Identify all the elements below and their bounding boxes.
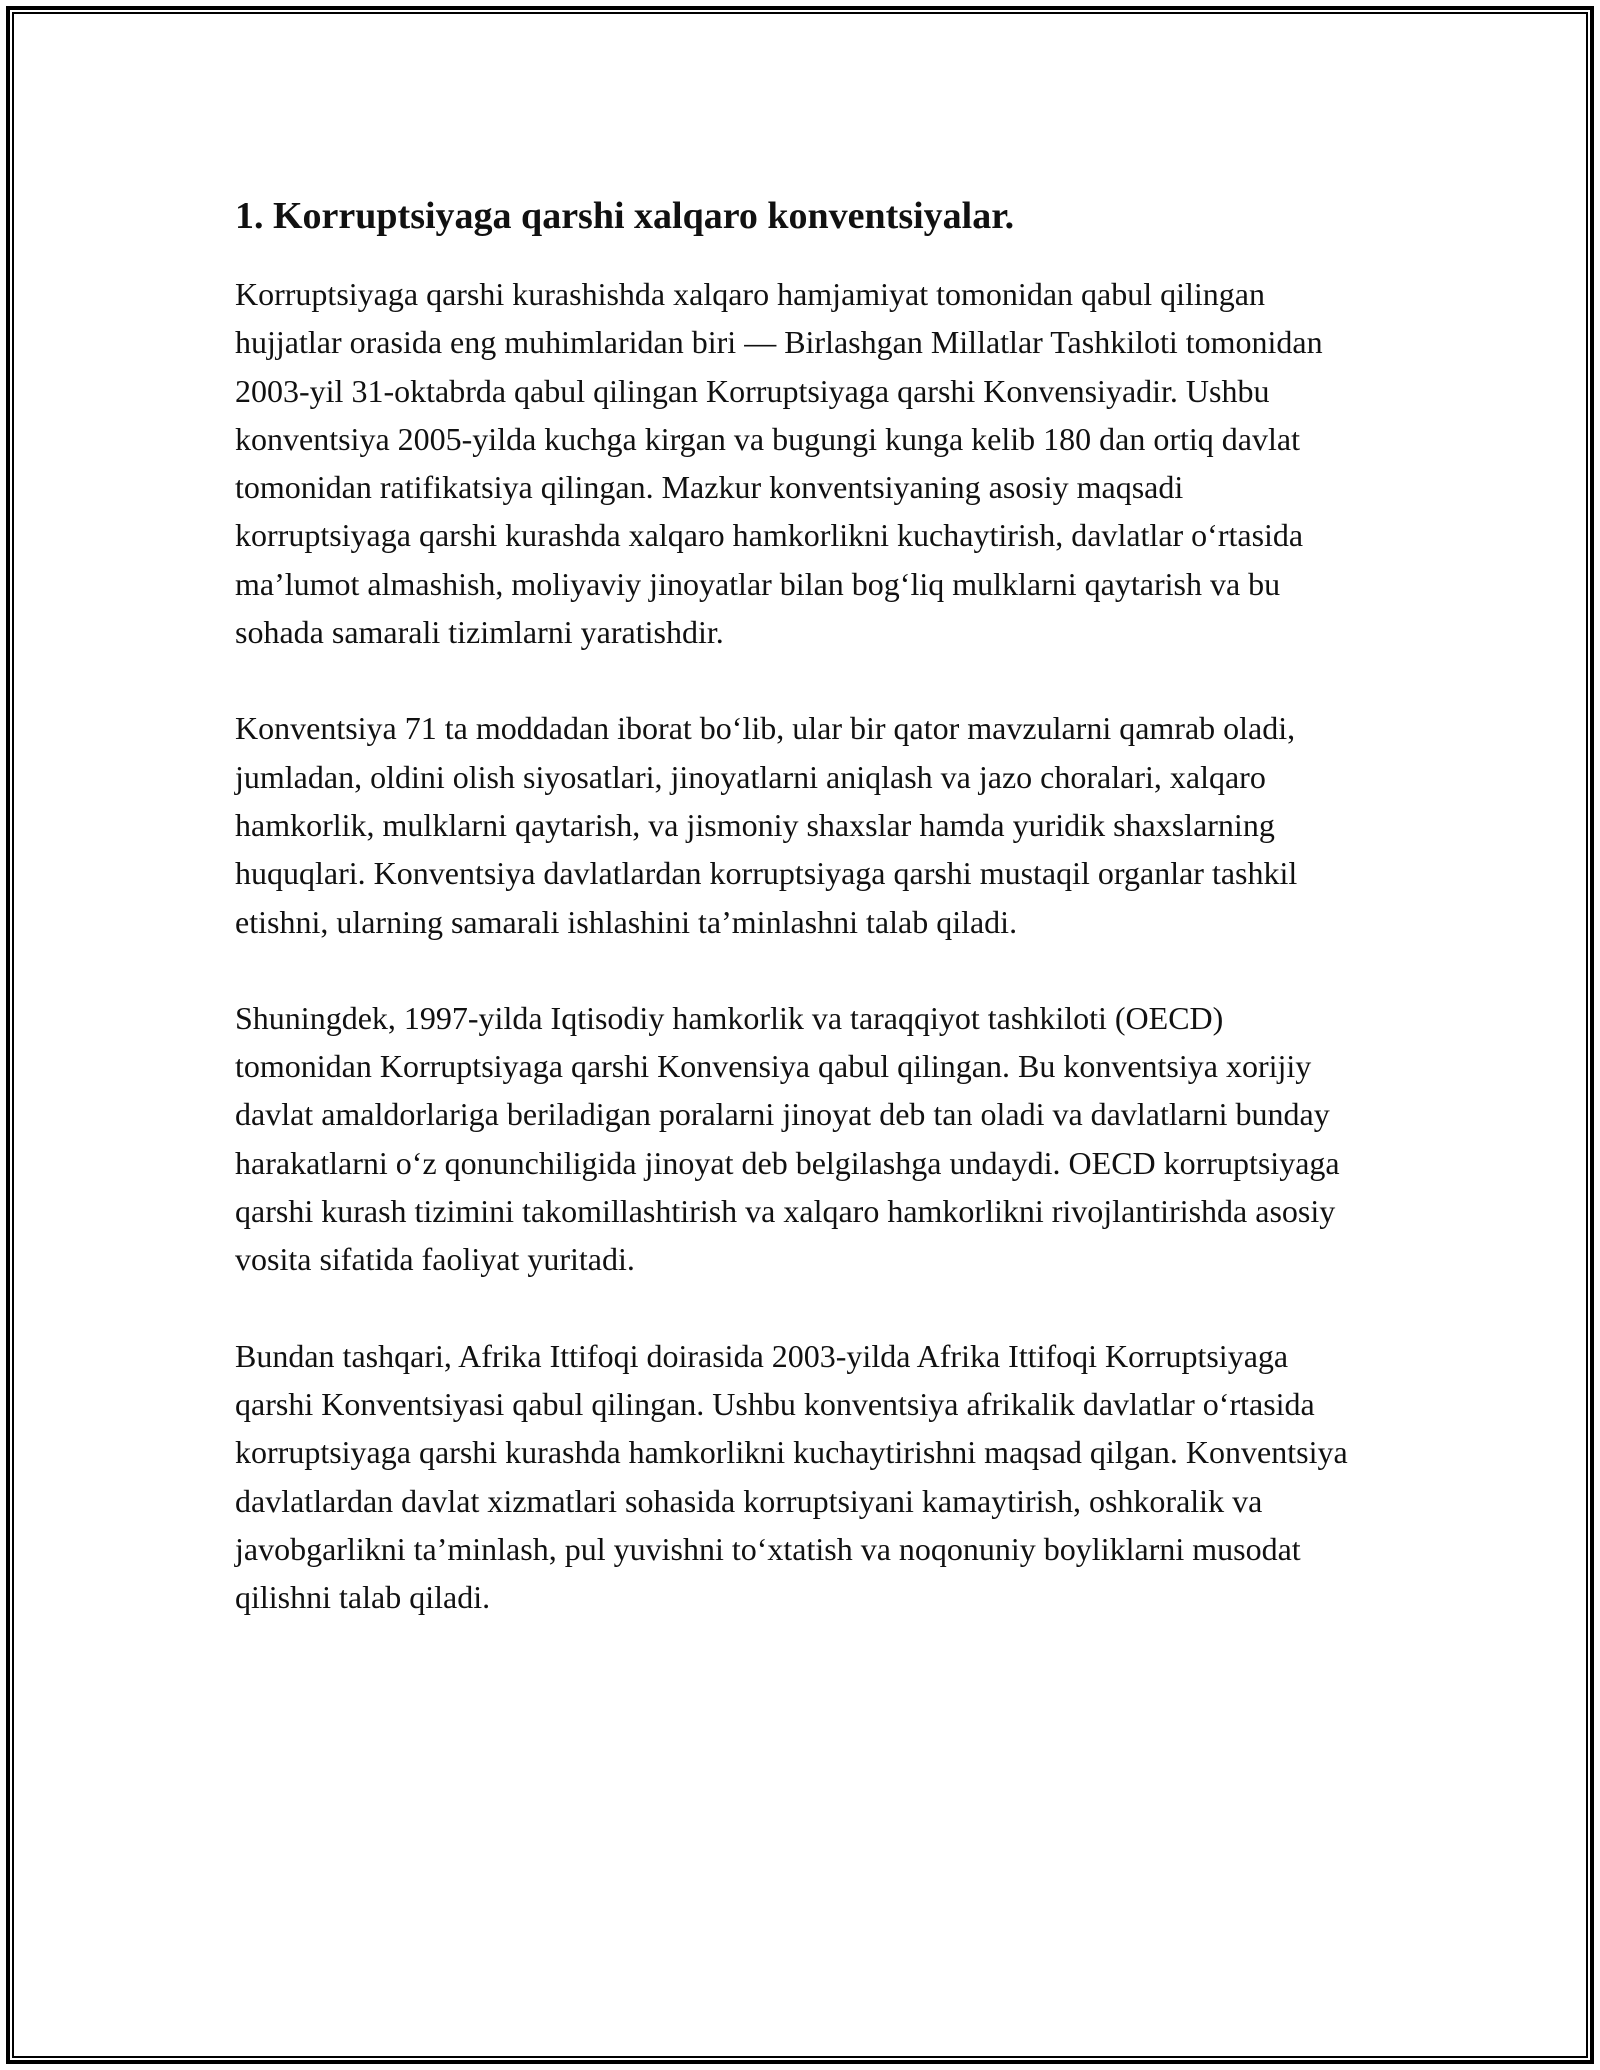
- paragraph-african-union-convention: Bundan tashqari, Afrika Ittifoqi doirasida 2003-yilda Afrika Ittifoqi Korruptsiyaga qarshi Konventsiyasi qabul qilingan. Ushbu konventsiya afrikalik davlatlar o‘rtasida korruptsiyaga qarshi kurashda hamkorlikni kuchaytirishni maqsad qilgan. Konventsiya davlatlardan davlat xizmatlari sohasida korruptsiyani kamaytirish, oshkoralik va javobgarlikni ta’minlash, pul yuvishni to‘xtatish va noqonuniy boyliklarni musodat qilishni talab qiladi.: [235, 1337, 1348, 1616]
- paragraph-convention-articles: Konventsiya 71 ta moddadan iborat bo‘lib, ular bir qator mavzularni qamrab oladi, jumladan, oldini olish siyosatlari, jinoyatlarni aniqlash va jazo choralari, xalqaro hamkorlik, mulklarni qaytarish, va jismoniy shaxslar hamda yuridik shaxslarning huquqlari. Konventsiya davlatlardan korruptsiyaga qarshi mustaqil organlar tashkil etishni, ularning samarali ishlashini ta’minlashni talab qiladi.: [235, 710, 1298, 940]
- paragraph-oecd-convention: Shuningdek, 1997-yilda Iqtisodiy hamkorlik va taraqqiyot tashkiloti (OECD) tomonidan Korruptsiyaga qarshi Konvensiya qabul qilingan. Bu konventsiya xorijiy davlat amaldorlariga beriladigan poralarni jinoyat deb tan oladi va davlatlarni bunday harakatlarni o‘z qonunchiligida jinoyat deb belgilashga undaydi. OECD korruptsiyaga qarshi kurash tizimini takomillashtirish va xalqaro hamkorlikni rivojlantirishda asosiy vosita sifatida faoliyat yuritadi.: [235, 999, 1340, 1278]
- paragraph-un-convention: Korruptsiyaga qarshi kurashishda xalqaro hamjamiyat tomonidan qabul qilingan hujjatlar orasida eng muhimlaridan biri — Birlashgan Millatlar Tashkiloti tomonidan 2003-yil 31-oktabrda qabul qilingan Korruptsiyaga qarshi Konvensiyadir. Ushbu konventsiya 2005-yilda kuchga kirgan va bugungi kunga kelib 180 dan ortiq davlat tomonidan ratifikatsiya qilingan. Mazkur konventsiyaning asosiy maqsadi korruptsiyaga qarshi kurashda xalqaro hamkorlikni kuchaytirish, davlatlar o‘rtasida ma’lumot almashish, moliyaviy jinoyatlar bilan bog‘liq mulklarni qaytarish va bu sohada samarali tizimlarni yaratishdir.: [235, 276, 1323, 651]
- document-body: [235, 192, 1365, 1669]
- section-heading: 1. Korruptsiyaga qarshi xalqaro konventsiyalar.: [235, 195, 1015, 237]
